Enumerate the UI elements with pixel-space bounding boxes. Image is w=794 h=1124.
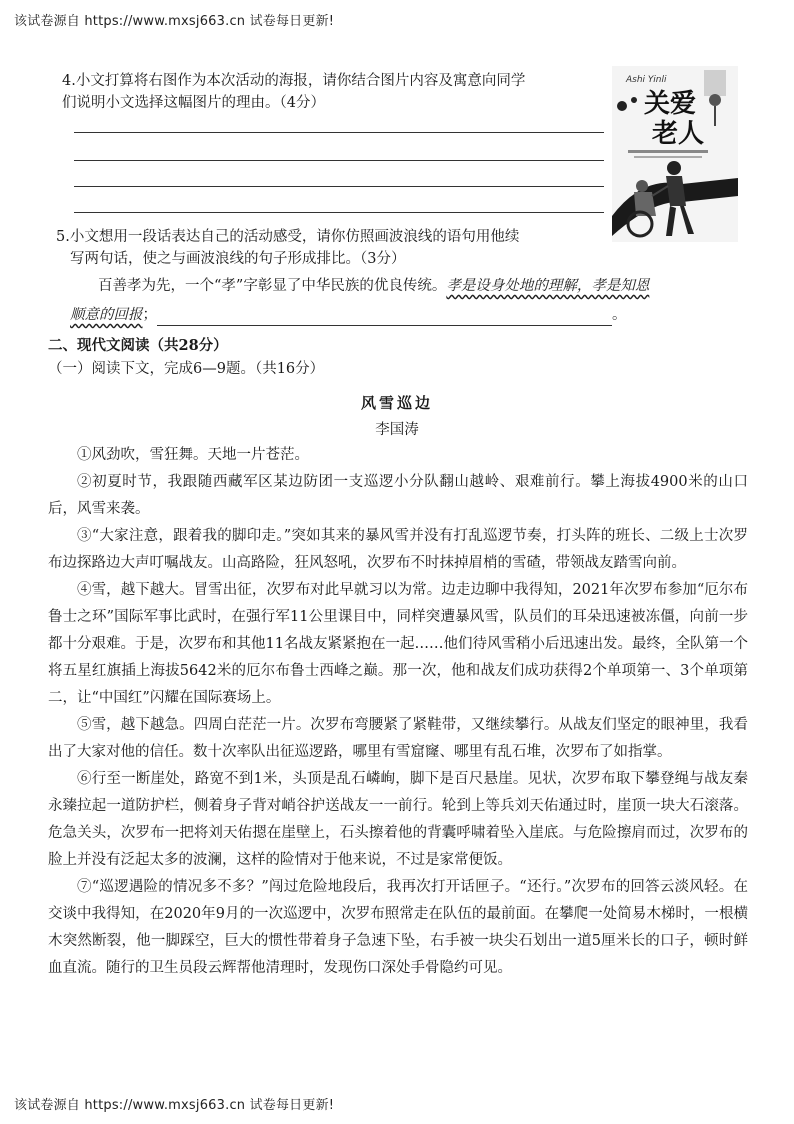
semicolon: ；: [142, 307, 157, 323]
poster-top-text: Ashi Yinli: [626, 75, 667, 85]
question-5-line-2: 写两句话，使之与画波浪线的句子形成排比。（3分）: [70, 251, 406, 267]
paragraph-1: ①风劲吹，雪狂舞。天地一片苍茫。: [77, 447, 309, 463]
answer-line-2[interactable]: [74, 160, 604, 161]
question-4: [62, 70, 612, 114]
article-body: [48, 442, 748, 982]
article-author: 李国涛: [375, 422, 419, 438]
article-title: 风雪巡边: [360, 394, 433, 412]
paragraph-6: ⑥行至一断崖处，路宽不到1米，头顶是乱石嶙峋，脚下是百尺悬崖。见状，次罗布取下攀登绳与战友秦永臻拉起一道防护栏，侧着身子背对峭谷护送战友一一前行。轮到上等兵刘天佑通过时，崖顶一块大石滚落。危急关头，次罗布一把将刘天佑摁在崖壁上，石头擦着他的背囊呼啸着坠入崖底。与危险擦肩而过，次罗布的脸上并没有泛起太多的波澜，这样的险情对于他来说，不过是家常便饭。: [48, 771, 748, 868]
wavy-sentence-part-2: 顺意的回报: [70, 307, 143, 323]
paragraph-5: ⑤雪，越下越急。四周白茫茫一片。次罗布弯腰紧了紧鞋带，又继续攀行。从战友们坚定的眼神里，我看出了大家对他的信任。数十次率队出征巡逻路，哪里有雪窟窿、哪里有乱石堆，次罗布了如指掌。: [48, 717, 748, 760]
paragraph-3: ③“大家注意，跟着我的脚印走。”突如其来的暴风雪并没有打乱巡逻节奏，打头阵的班长、二级上士次罗布边探路边大声叮嘱战友。山高路险，狂风怒吼，次罗布不时抹掉眉梢的雪碴，带领战友踏雪向前。: [48, 528, 748, 571]
question-5-stem: [98, 275, 758, 297]
source-banner-top: 该试卷源自 https://www.mxsj663.cn 试卷每日更新!: [14, 14, 335, 29]
paragraph-7: ⑦“巡逻遇险的情况多不多？”闯过危险地段后，我再次打开话匣子。“还行。”次罗布的回答云淡风轻。在交谈中我得知，在2020年9月的一次巡逻中，次罗布照常走在队伍的最前面。在攀爬一处简易木梯时，一根横木突然断裂，他一脚踩空，巨大的惯性带着身子急速下坠，右手被一块尖石划出一道5厘米长的口子，顿时鲜血直流。随行的卫生员段云辉帮他清理时，发现伤口深处手骨隐约可见。: [48, 879, 748, 976]
section-2-subtitle: （一）阅读下文，完成6—9题。（共16分）: [48, 361, 325, 377]
answer-line-3[interactable]: [74, 186, 604, 187]
wavy-sentence-part-1: 孝是设身处地的理解，孝是知恩: [446, 278, 650, 294]
section-2-title: 二、现代文阅读（共28分）: [48, 337, 228, 354]
paragraph-2: ②初夏时节，我跟随西藏军区某边防团一支巡逻小分队翻山越岭、艰难前行。攀上海拔4900米的山口后，风雪来袭。: [48, 474, 748, 517]
question-5-stem-text: 百善孝为先，一个“孝”字彰显了中华民族的优良传统。: [98, 278, 447, 294]
question-4-line-1: 4.小文打算将右图作为本次活动的海报，请你结合图片内容及寓意向同学: [62, 73, 526, 89]
question-5-answer-row: [70, 304, 670, 326]
source-banner-bottom: 该试卷源自 https://www.mxsj663.cn 试卷每日更新!: [14, 1098, 335, 1113]
poster-illustration: [612, 66, 738, 242]
imitation-answer-blank[interactable]: [157, 311, 612, 326]
care-elderly-poster: [612, 66, 738, 242]
question-4-line-2: 们说明小文选择这幅图片的理由。（4分）: [62, 95, 325, 111]
answer-line-1[interactable]: [74, 132, 604, 133]
question-5: [56, 226, 612, 270]
paragraph-4: ④雪，越下越大。冒雪出征，次罗布对此早就习以为常。边走边聊中我得知，2021年次罗布参加“厄尔布鲁士之环”国际军事比武时，在强行军11公里课目中，同样突遭暴风雪，队员们的耳朵迅速被冻僵，向前一步都十分艰难。于是，次罗布和其他11名战友紧紧抱在一起……他们待风雪稍小后迅速出发。最终，全队第一个将五星红旗插上海拔5642米的厄尔布鲁士西峰之巅。那一次，他和战友们成功获得2个单项第一、3个单项第二，让“中国红”闪耀在国际赛场上。: [48, 582, 748, 706]
question-5-line-1: 5.小文想用一段话表达自己的活动感受，请你仿照画波浪线的语句用他续: [56, 229, 520, 245]
answer-line-4[interactable]: [74, 212, 604, 213]
end-period: 。: [612, 307, 627, 323]
poster-title-line-1: 关爱: [644, 89, 697, 119]
poster-title-line-2: 老人: [652, 119, 705, 149]
